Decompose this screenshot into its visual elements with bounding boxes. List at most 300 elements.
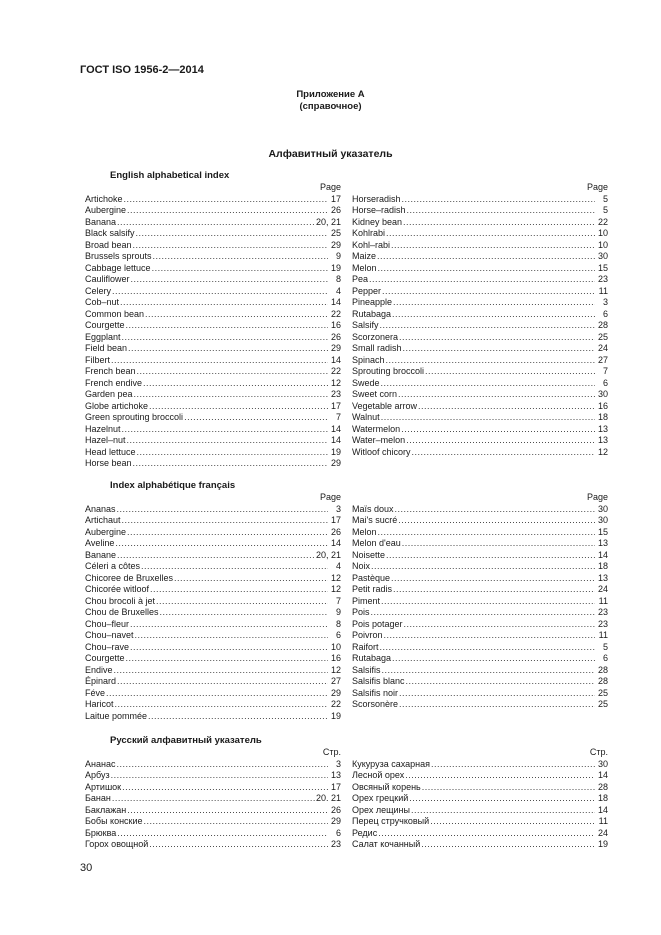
index-entry	[85, 711, 341, 723]
entry-name: Ananas	[85, 503, 116, 514]
index-entry	[352, 816, 608, 828]
entry-page: 6	[602, 308, 608, 319]
index-entry	[352, 527, 608, 539]
page-column-label: Page	[319, 492, 341, 502]
entry-name: Melon	[352, 262, 377, 273]
entry-page: 28	[597, 676, 608, 686]
dot-leader	[149, 839, 328, 851]
dot-leader	[120, 297, 328, 309]
entry-page: 13	[597, 423, 608, 434]
index-entry	[85, 653, 341, 665]
entry-name: Banana	[85, 216, 117, 227]
entry-page: 30	[597, 515, 608, 525]
index-entry	[352, 366, 608, 378]
entry-name: Horseradish	[352, 193, 401, 204]
entry-name: Water–melon	[352, 435, 406, 445]
dot-leader	[115, 699, 328, 711]
index-entry	[352, 228, 608, 240]
index-entry	[85, 816, 341, 828]
dot-leader	[386, 228, 595, 240]
dot-leader	[369, 274, 595, 286]
dot-leader	[380, 320, 595, 332]
dot-leader	[137, 366, 328, 378]
entry-name: Sweet corn	[352, 389, 398, 399]
entry-name: Chicorée witloof	[85, 584, 150, 594]
index-entry	[352, 504, 608, 516]
entry-page: 14	[597, 770, 608, 780]
entry-page: 22	[330, 366, 341, 376]
entry-page: 29	[330, 816, 341, 826]
column-left	[85, 492, 341, 722]
entry-page: 26	[330, 205, 341, 215]
index-entry	[85, 699, 341, 711]
dot-leader	[153, 251, 328, 263]
entry-name: Spinach	[352, 354, 385, 365]
entry-page: 27	[330, 676, 341, 686]
dot-leader	[135, 630, 328, 642]
entry-name: Банан	[85, 793, 111, 803]
dot-leader	[122, 332, 328, 344]
dot-leader	[391, 573, 595, 585]
entry-name: Chou–navet	[85, 630, 134, 640]
dot-leader	[112, 793, 315, 805]
entry-page: 4	[335, 561, 341, 571]
entry-name: Баклажан	[85, 804, 127, 815]
index-entry	[352, 759, 608, 771]
entry-page: 19	[330, 446, 341, 457]
index-entry	[85, 332, 341, 344]
dot-leader	[431, 759, 595, 771]
dot-leader	[371, 607, 595, 619]
entry-name: Courgette	[85, 320, 125, 330]
dot-leader	[381, 378, 595, 390]
index-entry	[352, 805, 608, 817]
index-entry	[85, 320, 341, 332]
entry-page: 11	[598, 595, 608, 606]
entry-name: French endive	[85, 377, 143, 388]
dot-leader	[124, 194, 328, 206]
entry-page: 26	[330, 331, 341, 342]
dot-leader	[403, 217, 595, 229]
dot-leader	[117, 504, 328, 516]
entry-name: Horse–radish	[352, 205, 406, 215]
index-entry	[85, 309, 341, 321]
entry-name: Scorzonera	[352, 331, 399, 342]
dot-leader	[127, 805, 328, 817]
column-right	[352, 182, 608, 458]
entry-name: Перец стручковый	[352, 816, 430, 826]
dot-leader	[126, 320, 328, 332]
entry-name: Pois potager	[352, 618, 403, 629]
index-entry	[85, 286, 341, 298]
column-right	[352, 747, 608, 851]
entry-page: 15	[597, 526, 608, 537]
dot-leader	[391, 240, 595, 252]
entry-name: Mai's sucré	[352, 515, 398, 525]
entry-page: 3	[335, 758, 341, 769]
entry-page: 12	[330, 377, 341, 388]
entry-name: Brussels sprouts	[85, 251, 152, 261]
dot-leader	[127, 527, 328, 539]
index-entry	[85, 584, 341, 596]
entry-name: Féve	[85, 687, 106, 698]
dot-leader	[381, 412, 595, 424]
section-title: Index alphabétique français	[110, 480, 236, 491]
entry-name: Globe artichoke	[85, 400, 149, 411]
entry-page: 23	[597, 618, 608, 629]
index-entry	[352, 699, 608, 711]
index-entry	[85, 194, 341, 206]
entry-page: 25	[597, 687, 608, 698]
entry-page: 20, 21	[315, 549, 341, 560]
entry-page: 10	[330, 641, 341, 652]
entry-name: Eggplant	[85, 331, 121, 342]
index-entry	[352, 251, 608, 263]
entry-name: Watermelon	[352, 423, 401, 434]
index-entry	[352, 828, 608, 840]
index-entry	[352, 309, 608, 321]
entry-page: 12	[330, 584, 341, 594]
entry-page: 14	[330, 297, 341, 307]
index-entry	[352, 676, 608, 688]
index-entry	[85, 642, 341, 654]
index-entry	[352, 653, 608, 665]
index-entry	[352, 688, 608, 700]
dot-leader	[405, 770, 595, 782]
annex-title: Приложение А	[296, 89, 365, 100]
index-entry	[352, 355, 608, 367]
page-column-label: Стр.	[322, 747, 341, 757]
entry-name: Kidney bean	[352, 216, 403, 227]
index-entry	[352, 205, 608, 217]
dot-leader	[399, 688, 595, 700]
index-entry	[85, 228, 341, 240]
index-entry	[85, 538, 341, 550]
dot-leader	[174, 573, 328, 585]
index-entry	[352, 550, 608, 562]
index-entry	[85, 366, 341, 378]
entry-page: 28	[597, 664, 608, 675]
index-entry	[352, 839, 608, 851]
entry-name: Vegetable arrow	[352, 400, 418, 411]
index-entry	[85, 527, 341, 539]
column-left	[85, 747, 341, 851]
index-entry	[352, 584, 608, 596]
entry-name: Haricot	[85, 699, 114, 709]
entry-page: 7	[335, 412, 341, 422]
dot-leader	[409, 793, 595, 805]
entry-name: Chou–fleur	[85, 618, 130, 629]
index-entry	[85, 759, 341, 771]
index-entry	[85, 297, 341, 309]
entry-name: Hazelnut	[85, 423, 121, 434]
dot-leader	[115, 538, 328, 550]
dot-leader	[425, 366, 595, 378]
index-entry	[85, 596, 341, 608]
index-entry	[85, 217, 341, 229]
dot-leader	[371, 561, 595, 573]
index-entry	[352, 619, 608, 631]
entry-page: 11	[598, 630, 608, 640]
dot-leader	[117, 828, 328, 840]
index-entry	[85, 504, 341, 516]
entry-page: 24	[597, 343, 608, 353]
entry-page: 25	[597, 699, 608, 709]
entry-name: Salsify	[352, 320, 379, 330]
dot-leader	[398, 515, 595, 527]
dot-leader	[378, 828, 595, 840]
entry-page: 18	[597, 793, 608, 803]
index-entry	[85, 828, 341, 840]
entry-name: Chicoree de Bruxelles	[85, 572, 174, 583]
entry-page: 12	[330, 572, 341, 583]
entry-page: 6	[602, 653, 608, 663]
section-title: Русский алфавитный указатель	[110, 735, 262, 746]
page-column-label: Page	[586, 182, 608, 192]
entry-page: 16	[597, 400, 608, 411]
entry-name: Black salsify	[85, 228, 135, 238]
entry-name: Celery	[85, 285, 112, 296]
index-entry	[352, 297, 608, 309]
entry-name: Noisette	[352, 549, 386, 560]
index-entry	[85, 573, 341, 585]
dot-leader	[399, 332, 595, 344]
entry-name: Орех грецкий	[352, 793, 409, 803]
entry-name: Chou de Bruxelles	[85, 607, 159, 617]
entry-name: Swede	[352, 377, 380, 388]
entry-name: Pea	[352, 274, 369, 284]
dot-leader	[127, 205, 328, 217]
entry-name: Field bean	[85, 343, 128, 353]
dot-leader	[141, 561, 328, 573]
dot-leader	[404, 619, 595, 631]
entry-page: 22	[330, 699, 341, 709]
entry-name: Pois	[352, 607, 370, 617]
dot-leader	[134, 389, 328, 401]
entry-page: 6	[602, 377, 608, 388]
entry-page: 30	[597, 251, 608, 261]
entry-page: 23	[597, 274, 608, 284]
index-entry	[85, 389, 341, 401]
page-column-label: Page	[319, 182, 341, 192]
dot-leader	[430, 816, 595, 828]
entry-name: Rutabaga	[352, 308, 392, 319]
index-entry	[352, 770, 608, 782]
dot-leader	[114, 665, 328, 677]
entry-page: 25	[330, 228, 341, 238]
entry-page: 16	[330, 320, 341, 330]
entry-name: Céleri a côtes	[85, 561, 141, 571]
entry-name: Kohlrabi	[352, 228, 386, 238]
index-entry	[85, 401, 341, 413]
entry-page: 8	[335, 274, 341, 284]
entry-page: 26	[330, 804, 341, 815]
entry-page: 9	[335, 251, 341, 261]
index-entry	[85, 240, 341, 252]
index-entry	[352, 793, 608, 805]
index-entry	[85, 630, 341, 642]
dot-leader	[152, 263, 328, 275]
entry-page: 12	[330, 664, 341, 675]
entry-page: 5	[602, 641, 608, 652]
entry-page: 14	[597, 804, 608, 815]
entry-page: 29	[330, 343, 341, 353]
entry-name: Горох овощной	[85, 839, 149, 849]
entry-page: 9	[335, 607, 341, 617]
entry-page: 30	[597, 389, 608, 399]
entry-page: 7	[335, 595, 341, 606]
entry-name: Filbert	[85, 354, 111, 365]
entry-name: Aubergine	[85, 205, 127, 215]
index-entry	[85, 782, 341, 794]
page-column-label: Стр.	[589, 747, 608, 757]
index-entry	[85, 412, 341, 424]
index-entry	[352, 630, 608, 642]
dot-leader	[117, 676, 328, 688]
dot-leader	[384, 630, 595, 642]
index-entry	[352, 320, 608, 332]
entry-name: Лесной орех	[352, 770, 405, 780]
entry-page: 28	[597, 781, 608, 792]
index-entry	[352, 538, 608, 550]
entry-page: 17	[330, 400, 341, 411]
page-number: 30	[80, 862, 93, 874]
index-entry	[85, 607, 341, 619]
entry-name: Scorsonère	[352, 699, 399, 709]
entry-name: Salsifis noir	[352, 687, 399, 698]
index-title: Алфавитный указатель	[268, 148, 393, 160]
entry-name: Kohl–rabi	[352, 239, 391, 250]
entry-name: Редис	[352, 827, 378, 838]
entry-page: 5	[602, 193, 608, 204]
dot-leader	[137, 447, 328, 459]
entry-page: 6	[335, 630, 341, 640]
entry-page: 23	[330, 389, 341, 399]
dot-leader	[422, 782, 595, 794]
entry-page: 17	[330, 193, 341, 204]
dot-leader	[133, 458, 328, 470]
dot-leader	[382, 286, 595, 298]
index-entry	[85, 263, 341, 275]
entry-page: 5	[602, 205, 608, 215]
entry-name: Pepper	[352, 285, 382, 296]
index-entry	[85, 805, 341, 817]
dot-leader	[150, 584, 328, 596]
entry-name: Piment	[352, 595, 381, 606]
entry-name: Banane	[85, 549, 117, 560]
entry-name: Ананас	[85, 758, 116, 769]
dot-leader	[392, 653, 595, 665]
index-entry	[85, 688, 341, 700]
entry-page: 10	[597, 239, 608, 250]
index-entry	[85, 561, 341, 573]
dot-leader	[378, 263, 595, 275]
dot-leader	[122, 782, 328, 794]
entry-page: 14	[330, 423, 341, 434]
entry-page: 20, 21	[315, 216, 341, 227]
entry-page: 13	[597, 538, 608, 548]
dot-leader	[412, 447, 595, 459]
dot-leader	[406, 435, 595, 447]
dot-leader	[418, 401, 595, 413]
index-entry	[352, 665, 608, 677]
dot-leader	[184, 412, 328, 424]
entry-name: Cabbage lettuce	[85, 262, 151, 273]
entry-name: Garden pea	[85, 389, 133, 399]
entry-name: Salsifis blanc	[352, 676, 405, 686]
entry-page: 22	[330, 308, 341, 319]
dot-leader	[393, 297, 595, 309]
dot-leader	[377, 251, 595, 263]
index-entry	[85, 839, 341, 851]
entry-name: Брюква	[85, 827, 117, 838]
entry-page: 13	[330, 770, 341, 780]
index-entry	[85, 619, 341, 631]
column-right	[352, 492, 608, 711]
dot-leader	[380, 642, 595, 654]
dot-leader	[386, 550, 595, 562]
dot-leader	[149, 401, 328, 413]
entry-page: 6	[335, 827, 341, 838]
dot-leader	[111, 355, 328, 367]
entry-page: 25	[597, 331, 608, 342]
dot-leader	[421, 839, 595, 851]
index-entry	[352, 642, 608, 654]
index-entry	[352, 573, 608, 585]
dot-leader	[128, 343, 328, 355]
entry-name: French bean	[85, 366, 136, 376]
entry-page: 20. 21	[315, 793, 341, 803]
dot-leader	[378, 527, 595, 539]
entry-page: 3	[602, 297, 608, 307]
entry-page: 4	[335, 285, 341, 296]
entry-page: 11	[598, 816, 608, 826]
index-entry	[85, 274, 341, 286]
dot-leader	[407, 205, 595, 217]
index-entry	[85, 378, 341, 390]
entry-name: Small radish	[352, 343, 402, 353]
dot-leader	[398, 389, 595, 401]
dot-leader	[131, 274, 328, 286]
entry-page: 17	[330, 515, 341, 525]
entry-name: Green sprouting broccoli	[85, 412, 184, 422]
index-entry	[352, 332, 608, 344]
entry-name: Noix	[352, 561, 371, 571]
entry-name: Cauliflower	[85, 274, 130, 284]
entry-page: 29	[330, 239, 341, 250]
entry-page: 29	[330, 458, 341, 468]
entry-page: 15	[597, 262, 608, 273]
entry-name: Овсяный корень	[352, 781, 421, 792]
dot-leader	[148, 711, 328, 723]
entry-page: 17	[330, 781, 341, 792]
dot-leader	[401, 424, 595, 436]
dot-leader	[402, 194, 595, 206]
dot-leader	[130, 642, 328, 654]
entry-page: 3	[335, 503, 341, 514]
dot-leader	[411, 805, 595, 817]
dot-leader	[130, 619, 328, 631]
dot-leader	[112, 286, 328, 298]
entry-page: 29	[330, 687, 341, 698]
dot-leader	[111, 770, 328, 782]
index-entry	[352, 412, 608, 424]
entry-name: Hazel–nut	[85, 435, 126, 445]
dot-leader	[143, 378, 328, 390]
entry-name: Petit radis	[352, 584, 393, 594]
dot-leader	[127, 435, 328, 447]
dot-leader	[395, 504, 595, 516]
